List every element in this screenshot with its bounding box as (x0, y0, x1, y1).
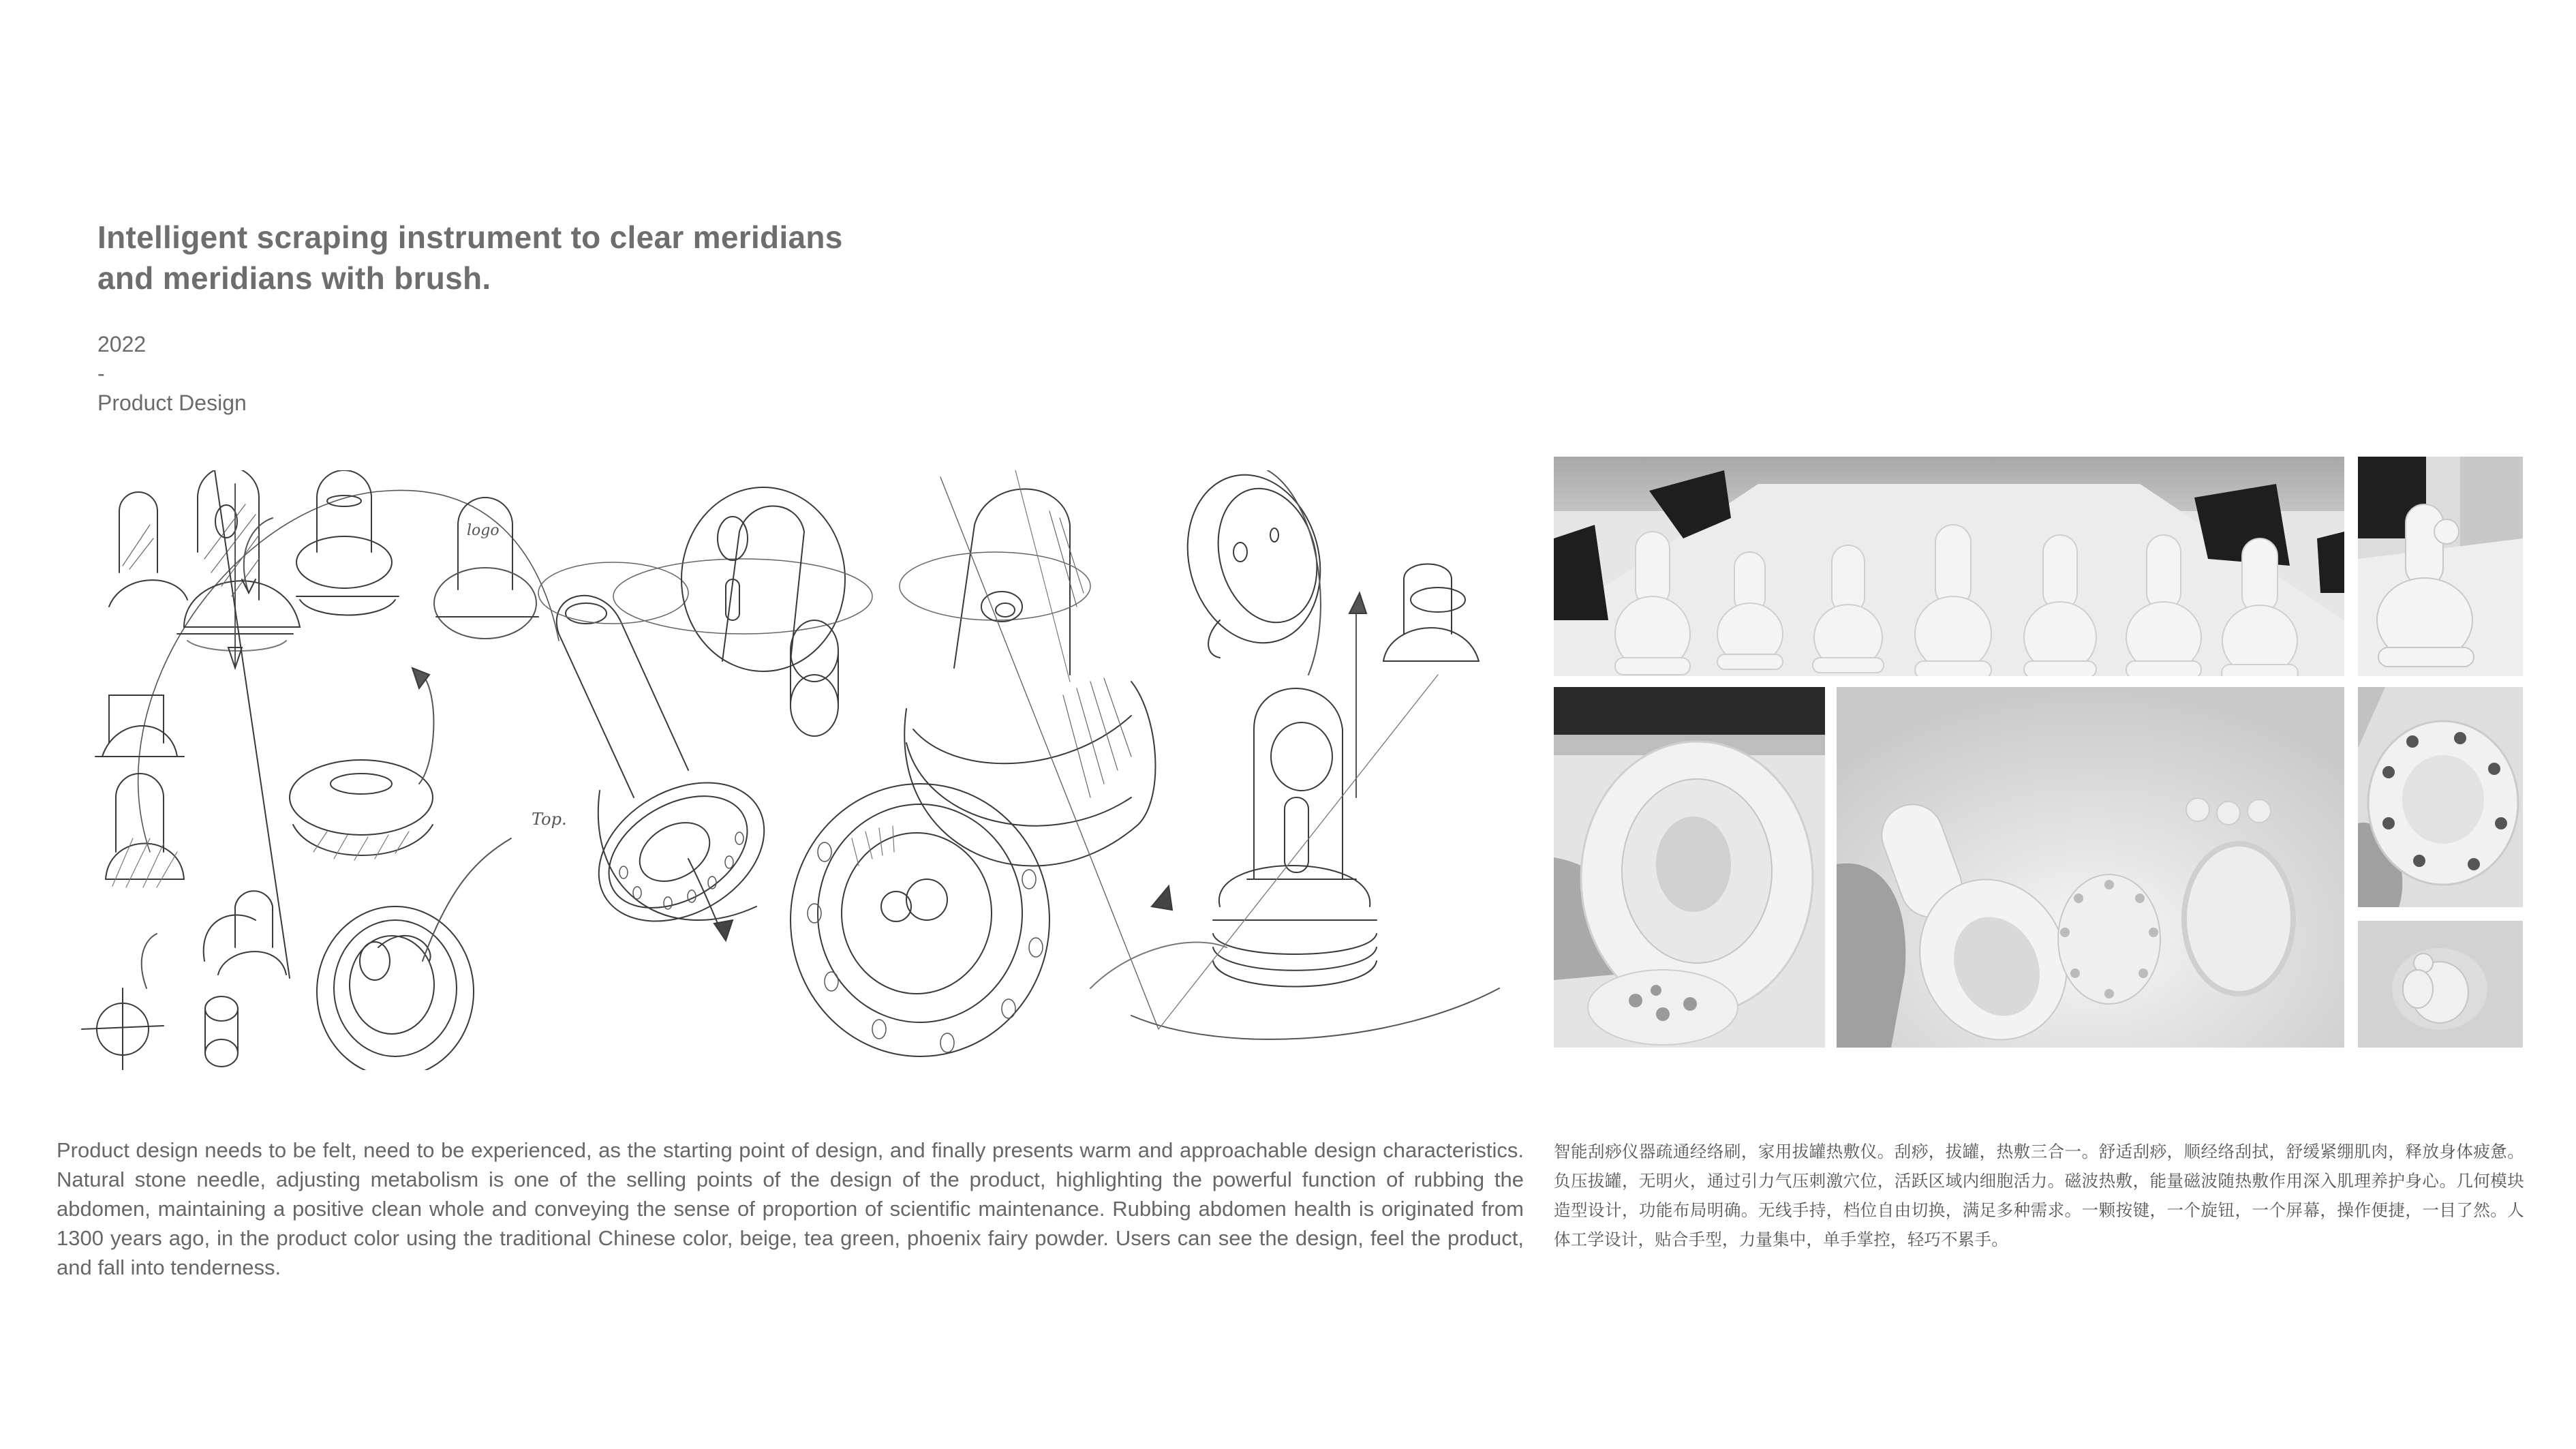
single-prototype-image (2358, 457, 2523, 676)
massage-ball-plate-image (2358, 687, 2523, 907)
project-title (97, 217, 1052, 299)
description-chinese: 智能刮痧仪器疏通经络刷，家用拔罐热敷仪。刮痧，拔罐，热敷三合一。舒适刮痧，顺经络刮拭，舒缓紧绷肌肉，释放身体疲惫。负压拔罐，无明火，通过引力气压刺激穴位，活跃区域内细胞活力。磁波热敷，能量磁波随热敷作用深入肌理养护身心。几何模块造型设计，功能布局明确。无线手持，档位自由切换，满足多种需求。一颗按键，一个旋钮，一个屏幕，操作便捷，一目了然。人体工学设计，贴合手型，力量集中，单手掌控，轻巧不累手。 (1554, 1142, 2524, 1249)
sketch-drawing (68, 470, 1533, 1070)
concept-sketches (68, 470, 1533, 1070)
prototypes-lineup-image (1554, 457, 2344, 676)
sketch-annotation-logo: logo (467, 522, 500, 539)
project-category: Product Design (97, 391, 247, 415)
project-meta (97, 330, 247, 418)
project-year: 2022 (97, 332, 147, 356)
photo-single-prototype (2358, 457, 2523, 676)
sketch-annotation-top: Top. (532, 810, 567, 829)
title-line-1: Intelligent scraping instrument to clear meridians (97, 219, 843, 255)
disassembled-parts-image (1837, 687, 2344, 1048)
meta-separator: - (97, 361, 105, 386)
photo-prototype-head (2358, 921, 2523, 1048)
photo-base-housing (1554, 687, 1825, 1048)
photo-disassembled-parts (1837, 687, 2344, 1048)
base-housing-image (1554, 687, 1825, 1048)
description-english: Product design needs to be felt, need to be experienced, as the starting point of design, and finally presents warm and approachable design characteristics. Natural stone needle, adjusting metabolism is one of the selling points of the design of the product, highlighting the powerful function of rubbing the abdomen, maintaining a positive clean whole and conveying the sense of proportion of scientific maintenance. Rubbing abdomen health is originated from 1300 years ago, in the product color using the traditional Chinese color, beige, tea green, phoenix fairy powder. Users can see the design, feel the product, and fall into tenderness. (57, 1138, 1524, 1279)
photo-massage-ball-plate (2358, 687, 2523, 907)
photo-prototypes-lineup (1554, 457, 2344, 676)
title-line-2: and meridians with brush. (97, 260, 491, 296)
prototype-head-image (2358, 921, 2523, 1048)
